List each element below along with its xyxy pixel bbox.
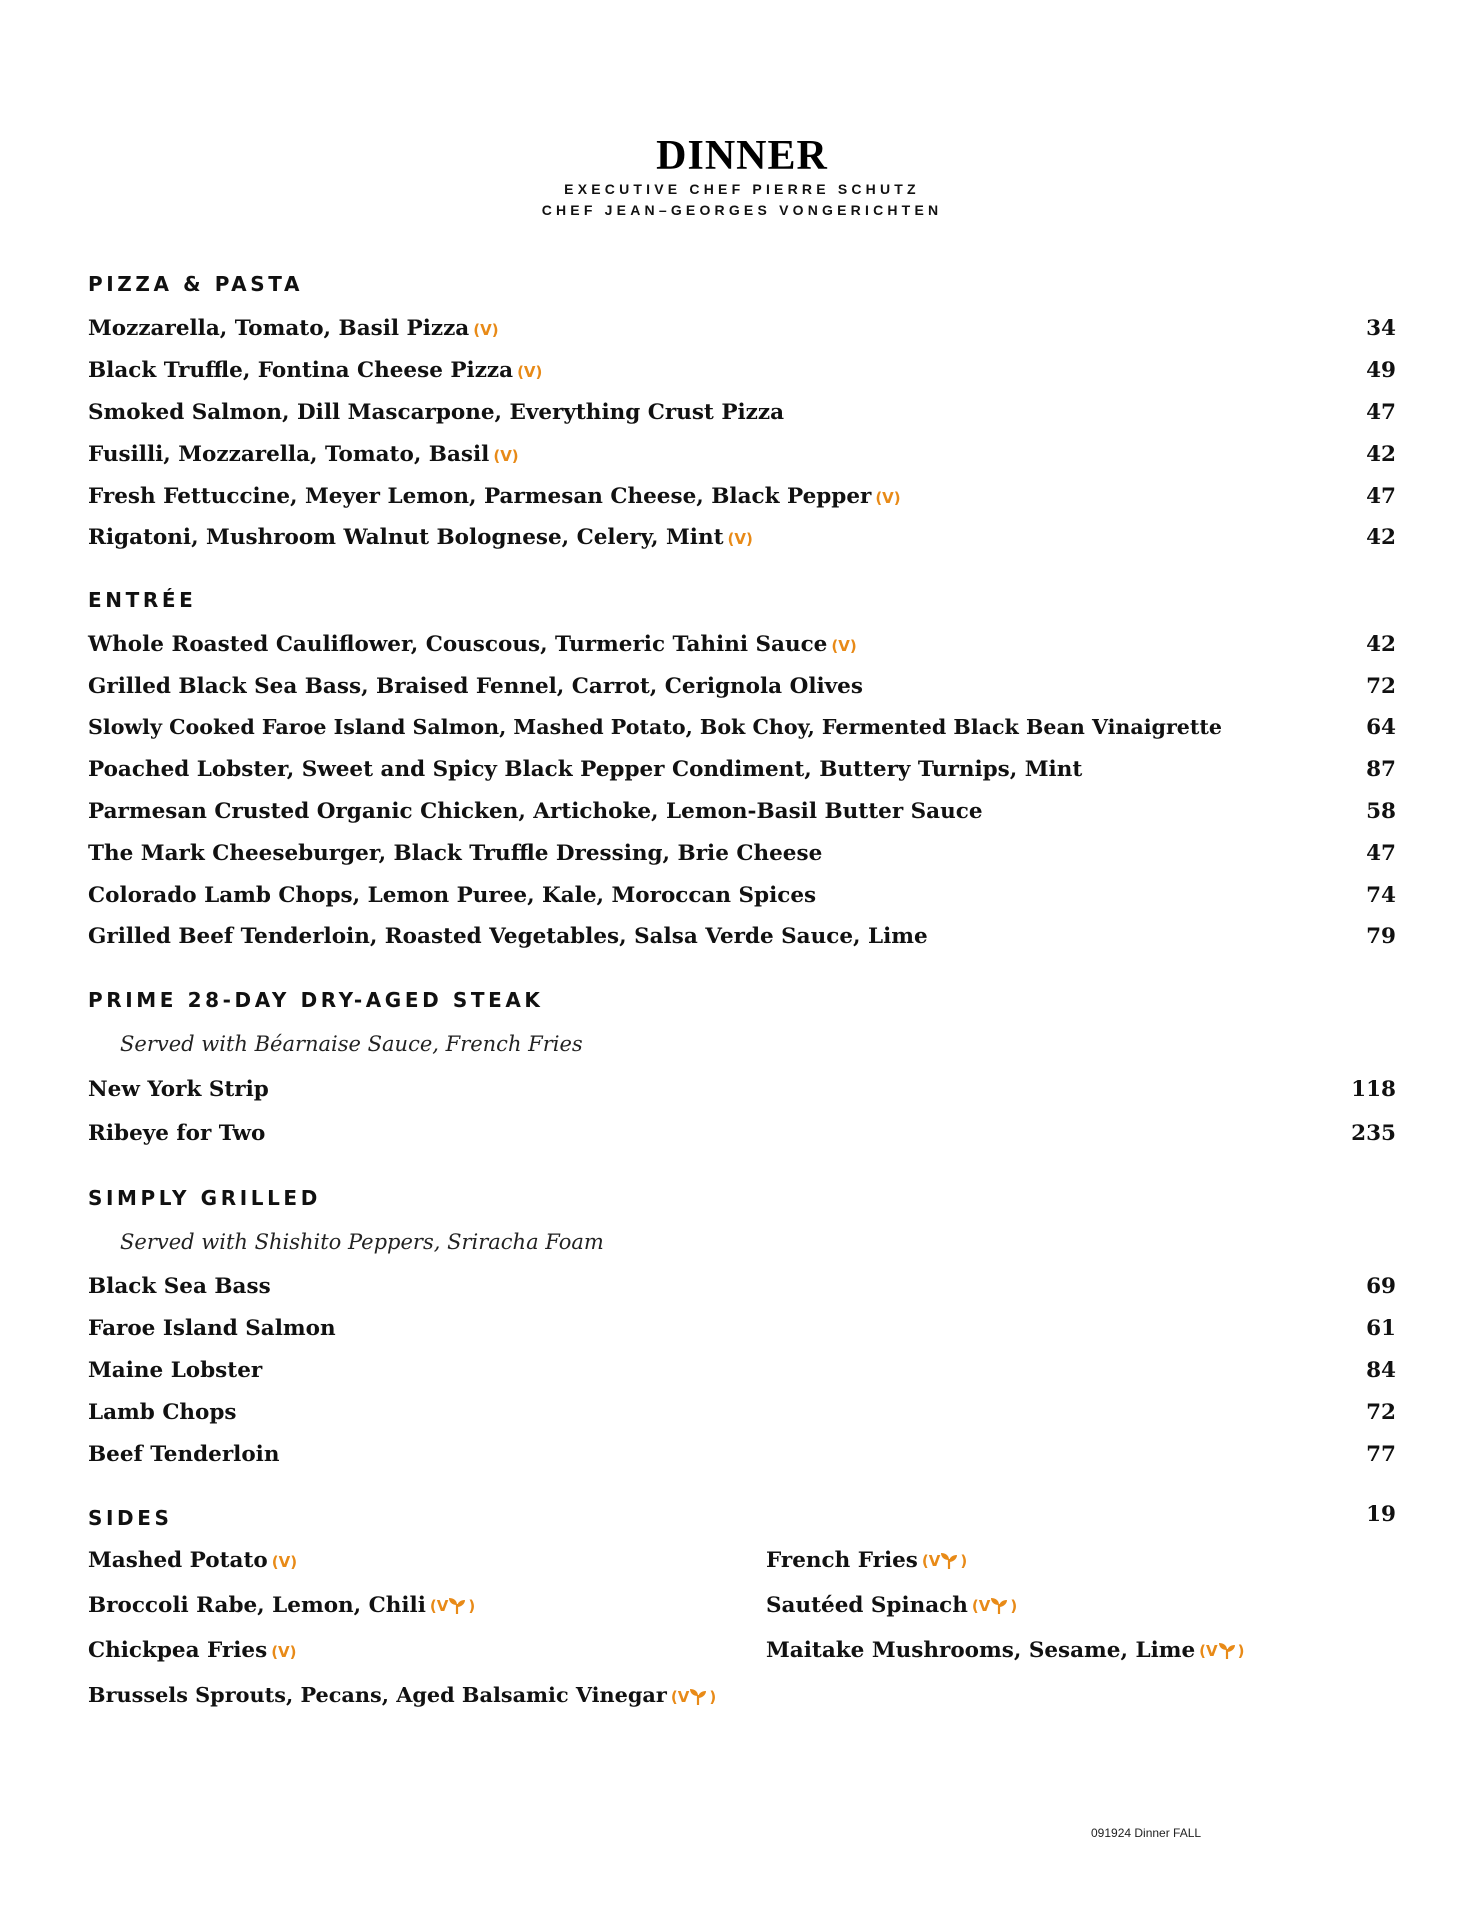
side-item: Brussels Sprouts, Pecans, Aged Balsamic Vinegar (V ) (88, 1682, 717, 1707)
menu-item: Mozzarella, Tomato, Basil Pizza (V) (88, 316, 499, 341)
sides-price: 19 (1366, 1502, 1396, 1527)
side-item: Mashed Potato (V) (88, 1548, 298, 1573)
menu-item: Black Sea Bass (88, 1274, 271, 1299)
menu-price: 74 (1366, 883, 1396, 908)
menu-item: New York Strip (88, 1077, 269, 1102)
vegan-tag: (V ) (429, 1597, 476, 1615)
vegan-sprout-icon (687, 1686, 709, 1708)
menu-item: Grilled Black Sea Bass, Braised Fennel, Carrot, Cerignola Olives (88, 674, 863, 699)
section-note-steak: Served with Béarnaise Sauce, French Fries (120, 1032, 583, 1056)
page-title: DINNER (656, 133, 828, 179)
menu-item: The Mark Cheeseburger, Black Truffle Dressing, Brie Cheese (88, 841, 823, 866)
menu-price: 47 (1366, 400, 1396, 425)
section-note-grilled: Served with Shishito Peppers, Sriracha Foam (120, 1230, 604, 1254)
menu-item: Faroe Island Salmon (88, 1316, 336, 1341)
menu-price: 72 (1366, 674, 1396, 699)
menu-price: 87 (1366, 757, 1396, 782)
vegan-sprout-icon (938, 1550, 960, 1572)
side-item: Sautéed Spinach (V ) (766, 1593, 1018, 1618)
section-title-pizza-pasta: PIZZA & PASTA (88, 272, 304, 296)
section-title-simply-grilled: SIMPLY GRILLED (88, 1186, 321, 1210)
menu-price: 58 (1366, 799, 1396, 824)
menu-price: 77 (1366, 1442, 1396, 1467)
menu-price: 69 (1366, 1274, 1396, 1299)
side-item: Maitake Mushrooms, Sesame, Lime (V ) (766, 1638, 1245, 1663)
menu-item: Fusilli, Mozzarella, Tomato, Basil (V) (88, 442, 519, 467)
menu-item: Black Truffle, Fontina Cheese Pizza (V) (88, 358, 543, 383)
menu-item: Ribeye for Two (88, 1121, 266, 1146)
side-item: Chickpea Fries (V) (88, 1638, 297, 1663)
vegan-sprout-icon (1216, 1640, 1238, 1662)
menu-price: 42 (1366, 632, 1396, 657)
side-item: French Fries (V ) (766, 1548, 968, 1573)
vegan-tag: (V ) (921, 1552, 968, 1570)
footer-code: 091924 Dinner FALL (1091, 1826, 1202, 1840)
menu-item: Whole Roasted Cauliflower, Couscous, Turmeric Tahini Sauce (V) (88, 632, 857, 657)
menu-price: 79 (1366, 924, 1396, 949)
vegan-sprout-icon (988, 1595, 1010, 1617)
section-title-steak: PRIME 28-DAY DRY-AGED STEAK (88, 988, 544, 1012)
menu-item: Lamb Chops (88, 1400, 237, 1425)
menu-price: 72 (1366, 1400, 1396, 1425)
menu-price: 34 (1366, 316, 1396, 341)
menu-price: 47 (1366, 484, 1396, 509)
vegan-sprout-icon (446, 1595, 468, 1617)
section-title-sides: SIDES (88, 1506, 173, 1530)
menu-item: Grilled Beef Tenderloin, Roasted Vegetables, Salsa Verde Sauce, Lime (88, 924, 928, 949)
menu-item: Colorado Lamb Chops, Lemon Puree, Kale, Moroccan Spices (88, 883, 817, 908)
menu-price: 42 (1366, 525, 1396, 550)
menu-item: Slowly Cooked Faroe Island Salmon, Mashed Potato, Bok Choy, Fermented Black Bean Vinaigrette (88, 715, 1223, 739)
menu-price: 42 (1366, 442, 1396, 467)
menu-item: Fresh Fettuccine, Meyer Lemon, Parmesan Cheese, Black Pepper (V) (88, 484, 901, 509)
vegan-tag: (V ) (670, 1687, 717, 1706)
menu-price: 47 (1366, 841, 1396, 866)
chef: CHEF JEAN–GEORGES VONGERICHTEN (541, 202, 943, 218)
vegan-tag: (V ) (1199, 1642, 1245, 1660)
menu-item: Rigatoni, Mushroom Walnut Bolognese, Celery, Mint (V) (88, 525, 753, 550)
vegan-tag: (V ) (971, 1597, 1018, 1615)
menu-price: 235 (1351, 1121, 1396, 1146)
side-item: Broccoli Rabe, Lemon, Chili (V ) (88, 1593, 476, 1618)
executive-chef: EXECUTIVE CHEF PIERRE SCHUTZ (564, 181, 920, 197)
menu-price: 84 (1366, 1358, 1396, 1383)
menu-price: 118 (1351, 1077, 1396, 1102)
section-title-entree: ENTRÉE (88, 588, 197, 612)
menu-item: Parmesan Crusted Organic Chicken, Artichoke, Lemon-Basil Butter Sauce (88, 799, 983, 824)
menu-item: Smoked Salmon, Dill Mascarpone, Everything Crust Pizza (88, 400, 785, 425)
menu-item: Poached Lobster, Sweet and Spicy Black Pepper Condiment, Buttery Turnips, Mint (88, 757, 1083, 782)
menu-item: Maine Lobster (88, 1358, 263, 1383)
menu-price: 49 (1366, 358, 1396, 383)
menu-price: 64 (1366, 715, 1396, 740)
menu-price: 61 (1366, 1316, 1396, 1341)
menu-item: Beef Tenderloin (88, 1442, 280, 1467)
